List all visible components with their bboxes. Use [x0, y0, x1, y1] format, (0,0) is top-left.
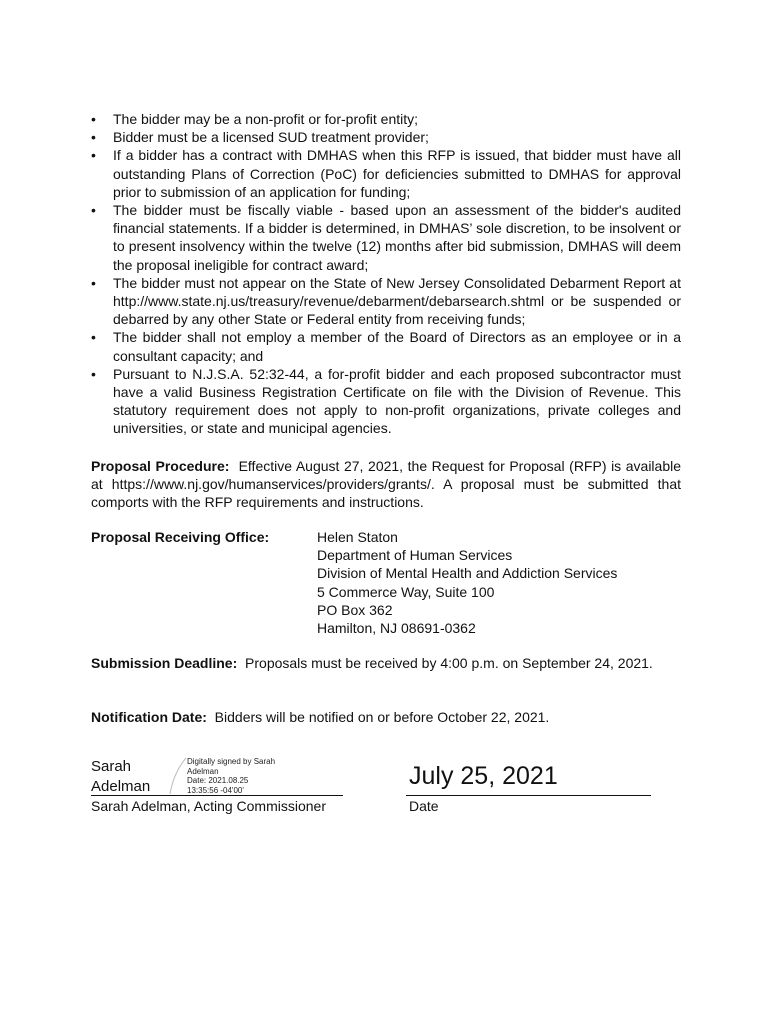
- receiving-office-label: Proposal Receiving Office:: [91, 529, 270, 545]
- receiving-office-address: [317, 528, 617, 637]
- signature-detail-line: Adelman: [187, 766, 219, 776]
- notification-date-label: Notification Date:: [91, 709, 207, 725]
- requirement-item: • The bidder shall not employ a member of the Board of Directors as an employee or in a consultant capacity; and: [91, 328, 681, 364]
- address-line: Division of Mental Health and Addiction Services: [317, 565, 618, 582]
- requirement-item: • The bidder must be fiscally viable - based upon an assessment of the bidder's audited financial statements. If a bidder is determined, in DMHAS’ sole discretion, to be insolvent or to present insolvency within the twelve (12) months after bid submission, DMHAS will deem the proposal ineligible for contract award;: [91, 201, 681, 274]
- notification-date-text: Bidders will be notified on or before October 22, 2021.: [214, 709, 550, 725]
- date-caption: Date: [409, 798, 439, 814]
- requirement-item: • Bidder must be a licensed SUD treatment provider;: [91, 128, 681, 146]
- address-line: Department of Human Services: [317, 547, 513, 564]
- requirement-item: • If a bidder has a contract with DMHAS when this RFP is issued, that bidder must have all outstanding Plans of Correction (PoC) for deficiencies submitted to DMHAS for approval prior to submission of an application for funding;: [91, 146, 681, 201]
- signature-detail-line: Date: 2021.08.25: [187, 776, 249, 785]
- address-line: 5 Commerce Way, Suite 100: [317, 583, 495, 600]
- signature-detail-line: 13:35:56 -04'00': [187, 785, 244, 795]
- proposal-procedure-text: Effective August 27, 2021, the Request for Proposal (RFP) is available at https://www.nj.gov/humanservices/providers/grants/. A proposal must be submitted that comports with the RFP requirements and instructions.: [91, 458, 682, 511]
- digital-signature-name: [91, 757, 150, 797]
- signature-name-first: Sarah: [91, 758, 132, 775]
- signature-name-last: Adelman: [91, 778, 151, 795]
- signed-date-value: July 25, 2021: [409, 762, 558, 790]
- submission-deadline-label: Submission Deadline:: [91, 655, 238, 671]
- requirement-item: • The bidder must not appear on the State of New Jersey Consolidated Debarment Report at http://www.state.nj.us/treasury/revenue/debarment/debarsearch.shtml or be suspended or debarred by any other State or Federal entity from receiving funds;: [91, 274, 681, 329]
- proposal-procedure-label: Proposal Procedure:: [91, 458, 230, 474]
- address-line: Helen Staton: [317, 529, 398, 545]
- requirement-item: • Pursuant to N.J.S.A. 52:32-44, a for-profit bidder and each proposed subcontractor must have a valid Business Registration Certificate on file with the Division of Revenue. This statutory requirement does not apply to non-profit organizations, private colleges and universities, or state and municipal agencies.: [91, 365, 681, 438]
- address-line: Hamilton, NJ 08691-0362: [317, 620, 476, 637]
- submission-deadline-paragraph: [91, 654, 681, 672]
- digital-signature-details: [187, 757, 275, 795]
- eligibility-requirements-list: [91, 110, 681, 438]
- address-line: PO Box 362: [317, 601, 393, 618]
- submission-deadline-text: Proposals must be received by 4:00 p.m. on September 24, 2021.: [245, 655, 653, 671]
- date-line: [406, 795, 651, 796]
- proposal-procedure-paragraph: [91, 457, 681, 512]
- signature-caption: Sarah Adelman, Acting Commissioner: [91, 798, 326, 814]
- signature-line: [91, 795, 343, 796]
- signature-detail-line: Digitally signed by Sarah: [187, 757, 276, 766]
- requirement-item: • The bidder may be a non-profit or for-profit entity;: [91, 110, 681, 128]
- notification-date-paragraph: [91, 708, 681, 726]
